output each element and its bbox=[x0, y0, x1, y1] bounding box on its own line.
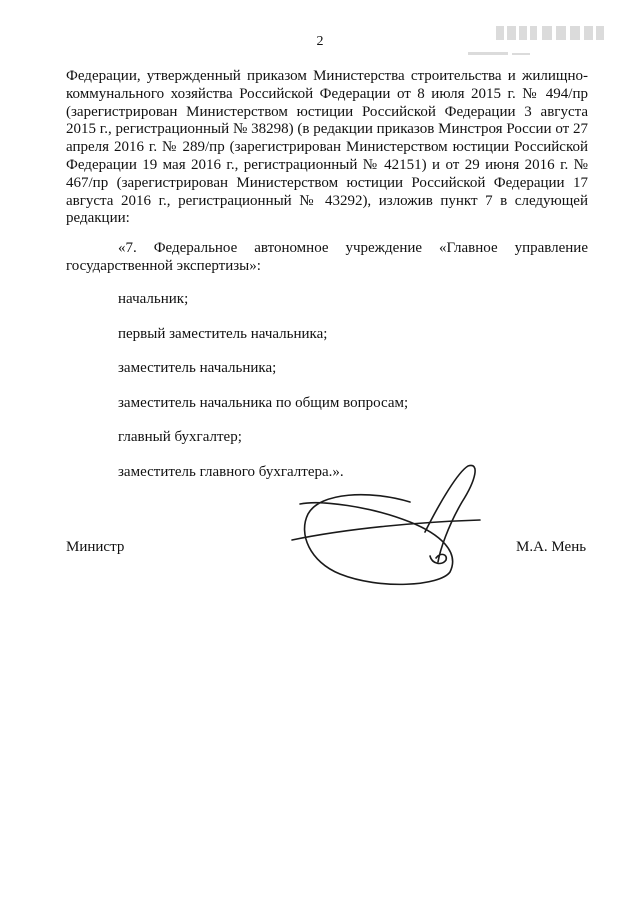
list-item: начальник; bbox=[118, 291, 189, 307]
list-item: заместитель главного бухгалтера.». bbox=[118, 463, 344, 480]
signature-role: Министр bbox=[66, 539, 125, 555]
list-item: первый заместитель начальника; bbox=[118, 325, 328, 342]
list-item: главный бухгалтер; bbox=[118, 429, 242, 445]
main-paragraph: Федерации, утвержденный приказом Министерства строительства и жилищно-коммунального хозяйства Российской Федерации от 8 июля 2015 г. № 494/пр (зарегистрирован Министерством юстиции Российской Федерации 3 августа 2015 г., регистрационный № 38298) (в редакции приказов Минстроя России от 27 апреля 2016 г. № 289/пр (зарегистрирован Министерством юстиции Российской Федерации 19 мая 2016 г., регистрационный № 42151) и от 29 июня 2016 г. № 467/пр (зарегистрирован Министерством юстиции Российской Федерации 17 августа 2016 г., регистрационный № 43292), изложив пункт 7 в следующей редакции: bbox=[66, 68, 588, 227]
list-item: заместитель начальника по общим вопросам; bbox=[118, 394, 409, 411]
quoted-item-7: «7. Федеральное автономное учреждение «Главное управление государственной экспертизы»: bbox=[66, 240, 588, 274]
handwritten-signature bbox=[290, 462, 485, 590]
faded-stamp-image bbox=[468, 22, 613, 66]
page-number: 2 bbox=[316, 34, 324, 49]
signature-name: М.А. Мень bbox=[516, 539, 587, 555]
list-item: заместитель начальника; bbox=[118, 360, 277, 376]
